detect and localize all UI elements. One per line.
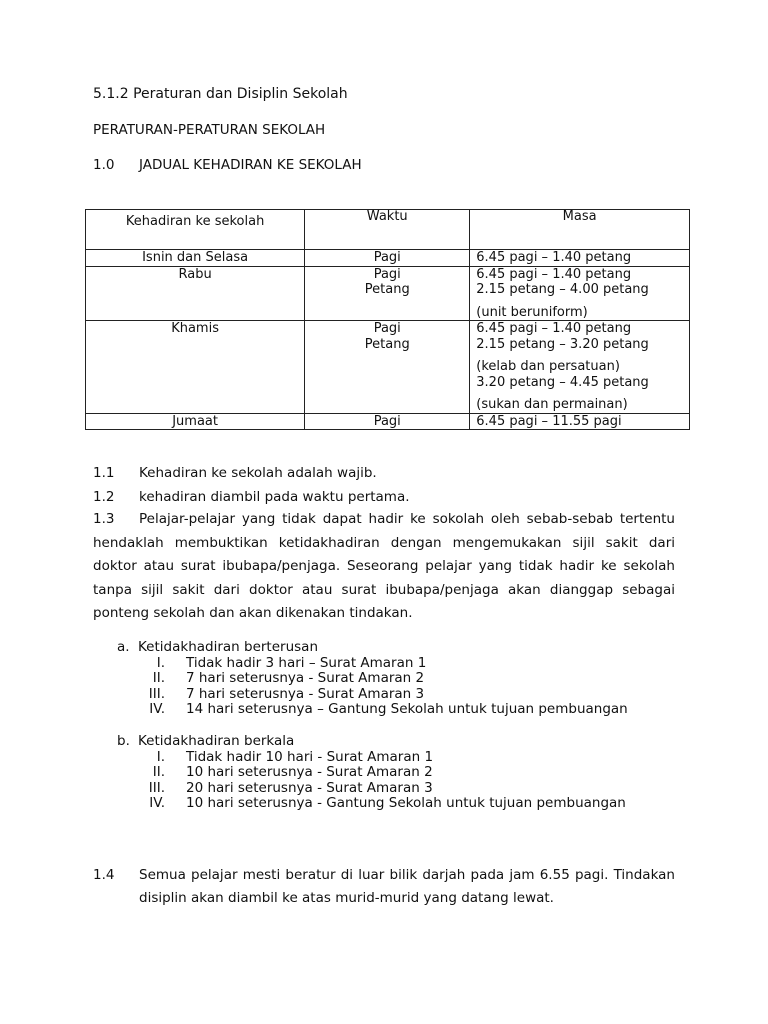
point-1-2 bbox=[93, 489, 675, 505]
list-item-text: 20 hari seterusnya - Surat Amaran 3 bbox=[186, 779, 433, 796]
point-number: 1.3 bbox=[93, 511, 115, 527]
waktu-value: Pagi bbox=[373, 266, 401, 282]
list-letter: b. bbox=[117, 733, 130, 749]
point-1-1 bbox=[93, 465, 675, 481]
list-title-text: Ketidakhadiran berkala bbox=[138, 733, 295, 749]
table-header-row bbox=[86, 210, 690, 250]
masa-cell bbox=[470, 266, 690, 321]
masa-value: 6.45 pagi – 1.40 petang bbox=[476, 266, 632, 282]
day-cell: Isnin dan Selasa bbox=[86, 250, 305, 267]
list-item-text: Tidak hadir 3 hari – Surat Amaran 1 bbox=[186, 654, 427, 671]
roman-numeral: I. bbox=[156, 654, 165, 671]
list-item bbox=[117, 765, 626, 781]
waktu-value: Pagi bbox=[373, 413, 401, 429]
table-row bbox=[86, 250, 690, 267]
list-title-text: Ketidakhadiran berterusan bbox=[138, 639, 319, 655]
section-heading: 5.1.2 Peraturan dan Disiplin Sekolah bbox=[93, 86, 348, 102]
waktu-cell bbox=[305, 250, 470, 267]
waktu-cell bbox=[305, 266, 470, 321]
attendance-schedule-table bbox=[85, 209, 690, 430]
day-cell: Khamis bbox=[86, 321, 305, 414]
list-item bbox=[117, 671, 628, 687]
point-text: Kehadiran ke sekolah adalah wajib. bbox=[139, 465, 377, 481]
list-item bbox=[117, 781, 626, 797]
point-1-4 bbox=[93, 864, 675, 910]
point-text: Pelajar-pelajar yang tidak dapat hadir ke sokolah oleh sebab-sebab tertentu hendaklah membuktikan ketidakhadiran dengan mengemukakan sijil sakit dari doktor atau surat ibubapa/penjaga. Seseorang pelajar yang tidak hadir ke sekolah tanpa sijil sakit dari doktor atau surat ibubapa/penjaga akan dianggap sebagai ponteng sekolah dan akan dikenakan tindakan. bbox=[93, 511, 675, 621]
point-text: Semua pelajar mesti beratur di luar bilik darjah pada jam 6.55 pagi. Tindakan disiplin akan diambil ke atas murid-murid yang datang lewat. bbox=[139, 867, 675, 906]
masa-value: 6.45 pagi – 1.40 petang bbox=[476, 250, 632, 265]
masa-value: 6.45 pagi – 11.55 pagi bbox=[476, 413, 622, 429]
roman-numeral: II. bbox=[152, 764, 165, 781]
point-number: 1.4 bbox=[93, 867, 115, 883]
roman-numeral: III. bbox=[148, 685, 165, 702]
list-item bbox=[117, 687, 628, 703]
masa-cell bbox=[470, 321, 690, 414]
masa-note: (sukan dan permainan) bbox=[476, 397, 628, 412]
point-number: 1.1 bbox=[93, 465, 115, 481]
masa-value: 3.20 petang – 4.45 petang bbox=[476, 374, 649, 390]
list-periodic-absence bbox=[117, 734, 626, 812]
header-waktu: Waktu bbox=[305, 210, 470, 250]
point-text: kehadiran diambil pada waktu pertama. bbox=[139, 489, 410, 505]
list-item-text: 7 hari seterusnya - Surat Amaran 2 bbox=[186, 670, 425, 687]
list-item bbox=[117, 796, 626, 812]
list-item-text: Tidak hadir 10 hari - Surat Amaran 1 bbox=[186, 748, 434, 765]
schedule-heading-text: JADUAL KEHADIRAN KE SEKOLAH bbox=[139, 157, 362, 173]
list-title bbox=[117, 640, 628, 656]
roman-numeral: II. bbox=[152, 670, 165, 687]
masa-cell bbox=[470, 413, 690, 430]
list-item-text: 14 hari seterusnya – Gantung Sekolah untuk tujuan pembuangan bbox=[186, 701, 628, 718]
list-title bbox=[117, 734, 626, 750]
list-continuous-absence bbox=[117, 640, 628, 718]
schedule-heading bbox=[93, 157, 362, 173]
day-cell: Rabu bbox=[86, 266, 305, 321]
masa-value: 2.15 petang – 4.00 petang bbox=[476, 282, 649, 297]
list-item bbox=[117, 656, 628, 672]
list-item-text: 10 hari seterusnya - Surat Amaran 2 bbox=[186, 764, 433, 781]
waktu-value: Petang bbox=[364, 336, 410, 352]
table-row bbox=[86, 321, 690, 414]
masa-note: (kelab dan persatuan) bbox=[476, 359, 620, 374]
waktu-value: Petang bbox=[364, 282, 410, 297]
point-1-3 bbox=[93, 508, 675, 626]
header-attendance: Kehadiran ke sekolah bbox=[86, 210, 305, 250]
rules-heading: PERATURAN-PERATURAN SEKOLAH bbox=[93, 122, 326, 138]
waktu-cell bbox=[305, 413, 470, 430]
masa-value: 2.15 petang – 3.20 petang bbox=[476, 336, 649, 352]
point-number: 1.2 bbox=[93, 489, 115, 505]
roman-numeral: I. bbox=[156, 748, 165, 765]
table-row bbox=[86, 266, 690, 321]
roman-numeral: IV. bbox=[149, 795, 165, 812]
schedule-heading-number: 1.0 bbox=[93, 157, 115, 173]
table-row bbox=[86, 413, 690, 430]
waktu-value: Pagi bbox=[373, 321, 401, 336]
day-cell: Jumaat bbox=[86, 413, 305, 430]
masa-note: (unit beruniform) bbox=[476, 304, 588, 320]
list-item-text: 10 hari seterusnya - Gantung Sekolah untuk tujuan pembuangan bbox=[186, 795, 626, 812]
roman-numeral: III. bbox=[148, 779, 165, 796]
list-item bbox=[117, 750, 626, 766]
waktu-value: Pagi bbox=[373, 250, 401, 265]
list-item bbox=[117, 702, 628, 718]
header-masa: Masa bbox=[470, 210, 690, 250]
masa-value: 6.45 pagi – 1.40 petang bbox=[476, 321, 632, 336]
waktu-cell bbox=[305, 321, 470, 414]
list-item-text: 7 hari seterusnya - Surat Amaran 3 bbox=[186, 685, 425, 702]
roman-numeral: IV. bbox=[149, 701, 165, 718]
list-letter: a. bbox=[117, 639, 130, 655]
masa-cell bbox=[470, 250, 690, 267]
